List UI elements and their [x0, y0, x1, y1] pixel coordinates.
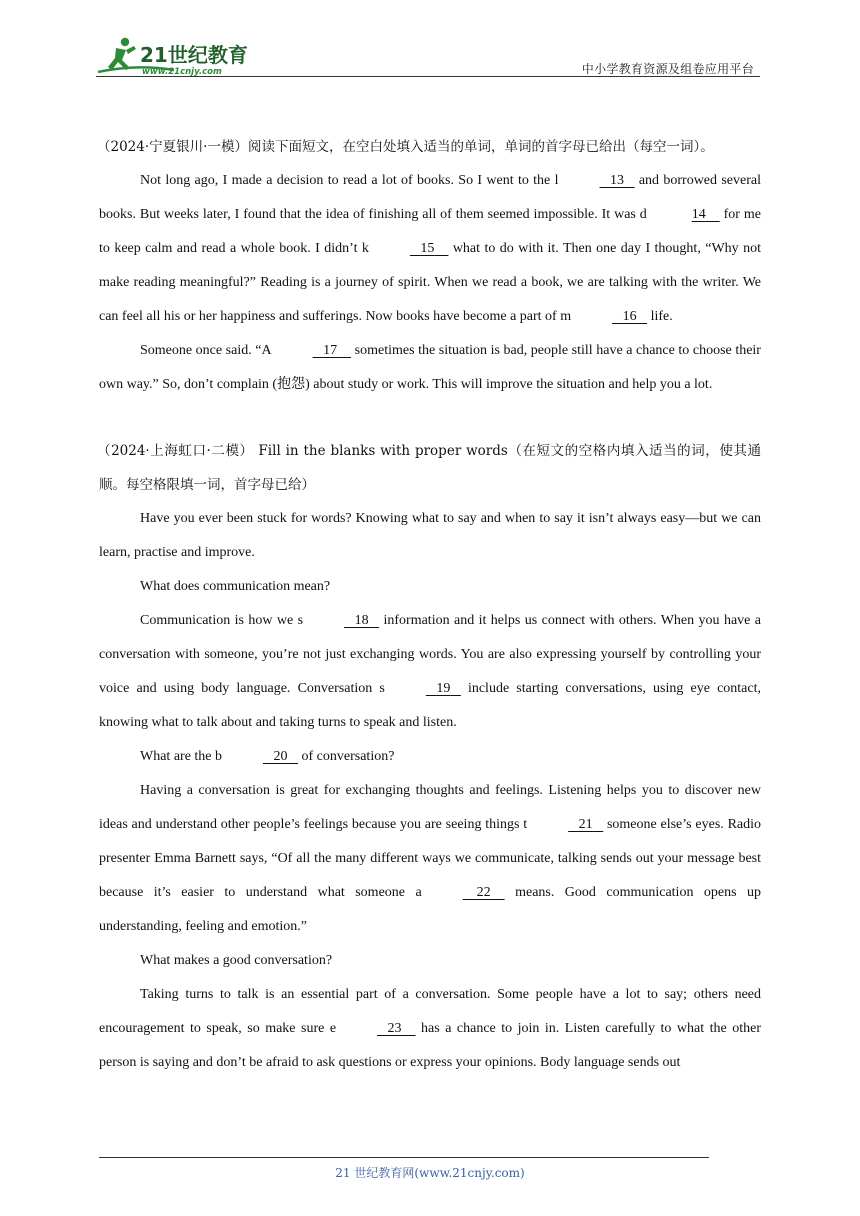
passage2-paragraph-4: Taking turns to talk is an essential part of a conversation. Some people have a lot to say; others need encouragement to speak, so make sure e 23 has a chance to join in. Listen carefully to what the other person is saying and don’t be afraid to ask questions or express your opinions. Body language sends out [99, 987, 761, 1070]
blank-13[interactable]: 13 [610, 173, 624, 188]
passage2-intro: （2024·上海虹口·二模） Fill in the blanks with proper words（在短文的空格内填入适当的词，使其通顺。每空格限填一词，首字母已给） [97, 443, 761, 493]
blank-23[interactable]: 23 [387, 1021, 402, 1036]
footer-link[interactable]: 21 世纪教育网(www.21cnjy.com) [335, 1166, 525, 1180]
blank-14[interactable]: 14 [691, 207, 706, 222]
passage2-paragraph-3: Having a conversation is great for exchanging thoughts and feelings. Listening helps you to discover new ideas and understand other people’s feelings because you are seeing things t 21 someone else’s eyes. Radio presenter Emma Barnett says, “Of all the many different ways we communicate, talking sends out your message best because it’s easier to understand what someone a 22 means. Good communication opens up understanding, feeling and emotion.” [99, 783, 762, 934]
blank-20[interactable]: 20 [273, 749, 288, 764]
header-platform-text: 中小学教育资源及组卷应用平台 [581, 62, 754, 76]
blank-21[interactable]: 21 [578, 817, 593, 832]
passage2-paragraph-1: Have you ever been stuck for words? Knowing what to say and when to say it isn’t always easy—but we can learn, practise and improve. [99, 511, 761, 560]
passage1-paragraph-1: Not long ago, I made a decision to read a lot of books. So I went to the l 13 and borrowed several books. But weeks later, I found that the idea of finishing all of them seemed impossible. It was d 14 for me to keep calm and read a whole book. I didn’t k 15 what to do with it. Then one day I thought, “Why not make reading meaningful?” Reading is a journey of spirit. When we read a book, we are talking with the writer. We can feel all his or her happiness and sufferings. Now books have become a part of m 16 life. [99, 164, 761, 334]
header-divider [96, 76, 760, 77]
blank-18[interactable]: 18 [354, 613, 369, 628]
logo-text: 21世纪教育 [140, 43, 248, 67]
passage1-paragraph-2: Someone once said. “A 17 sometimes the situation is bad, people still have a chance to choose their own way.” So, don’t complain (抱怨) about study or work. This will improve the situation and help you a lot. [99, 334, 761, 402]
blank-17[interactable]: 17 [323, 343, 338, 358]
passage2-heading-3: What makes a good conversation? [140, 953, 333, 968]
blank-16[interactable]: 16 [622, 309, 637, 324]
blank-22[interactable]: 22 [476, 885, 491, 900]
passage1-intro: （2024·宁夏银川·一模）阅读下面短文，在空白处填入适当的单词，单词的首字母已给出（每空一词）。 [97, 139, 714, 155]
logo-url: www.21cnjy.com [142, 67, 222, 77]
passage2-heading-1: What does communication mean? [140, 579, 331, 594]
passage2-paragraph-2: Communication is how we s 18 information and it helps us connect with others. When you have a conversation with someone, you’re not just exchanging words. You are also expressing yourself by controlling your voice and using body language. Conversation s 19 include starting conversations, using eye contact, knowing what to talk about and taking turns to speak and listen. [99, 604, 761, 740]
document-body [99, 130, 761, 1080]
page-header [96, 36, 760, 80]
logo-21cnjy [96, 36, 266, 78]
passage2-heading-2: What are the b 20 of conversation? [99, 740, 761, 774]
blank-15[interactable]: 15 [420, 241, 435, 256]
footer-divider [99, 1157, 709, 1158]
blank-19[interactable]: 19 [436, 681, 451, 696]
